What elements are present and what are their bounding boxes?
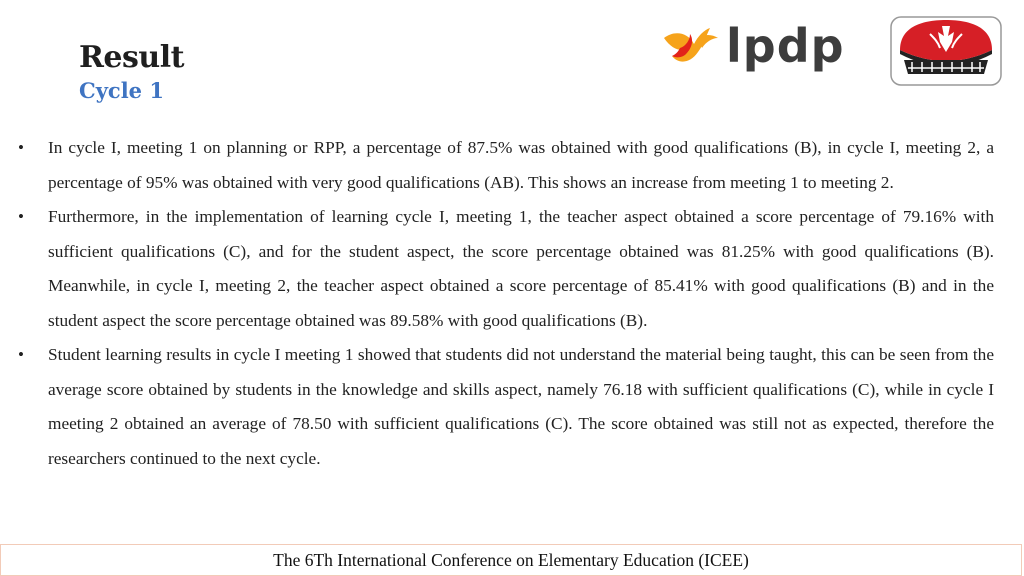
lpdp-flame-icon: [664, 28, 718, 62]
bullet-text: Student learning results in cycle I meeting 1 showed that students did not understand the material being taught, this can be seen from the average score obtained by students in the knowledge and skills aspect, namely 76.18 with sufficient qualifications (C), while in cycle I meeting 2 obtained an average of 78.50 with sufficient qualifications (C). The score obtained was still not as expected, therefore the researchers continued to the next cycle.: [48, 345, 994, 468]
page-subtitle: Cycle 1: [79, 78, 164, 103]
bullet-marker: •: [18, 345, 24, 364]
list-item: [18, 338, 994, 476]
bullet-text: In cycle I, meeting 1 on planning or RPP, a percentage of 87.5% was obtained with good qualifications (B), in cycle I, meeting 2, a percentage of 95% was obtained with very good qualifications (AB). This shows an increase from meeting 1 to meeting 2.: [48, 138, 994, 192]
list-item: [18, 131, 994, 200]
bullet-marker: •: [18, 138, 24, 157]
list-item: [18, 200, 994, 338]
bullet-marker: •: [18, 207, 24, 226]
university-logo: [890, 16, 1002, 86]
lpdp-logo-text: lpdp: [726, 19, 845, 73]
page-title: Result: [79, 40, 184, 75]
lpdp-logo: [660, 18, 880, 76]
footer-bar: [0, 544, 1022, 576]
footer-text: The 6Th International Conference on Elementary Education (ICEE): [273, 549, 749, 570]
bullet-text: Furthermore, in the implementation of learning cycle I, meeting 1, the teacher aspect obtained a score percentage of 79.16% with sufficient qualifications (C), and for the student aspect, the score percentage obtained was 81.25% with good qualifications (B). Meanwhile, in cycle I, meeting 2, the teacher aspect obtained a score percentage of 85.41% with good qualifications (B) and in the student aspect the score percentage obtained was 89.58% with good qualifications (B).: [48, 207, 994, 330]
bullet-list: [18, 131, 994, 476]
